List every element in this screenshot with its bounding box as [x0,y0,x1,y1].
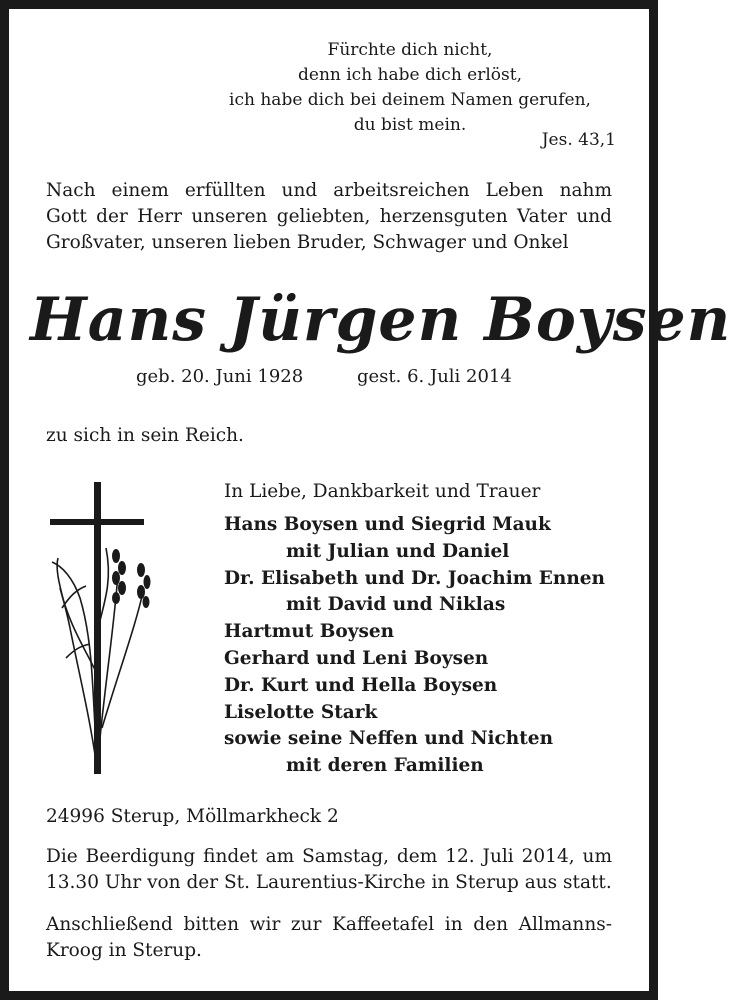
birth-date: geb. 20. Juni 1928 [136,366,304,387]
mourner-line: Dr. Kurt und Hella Boysen [224,674,498,696]
mourner-line: mit David und Niklas [286,594,506,616]
death-date: gest. 6. Juli 2014 [357,366,512,387]
mourner-line: Gerhard und Leni Boysen [224,647,489,669]
mourner-line: sowie seine Neffen und Nichten [224,728,554,750]
intro-text [46,178,612,256]
verse-reference: Jes. 43,1 [541,130,616,150]
family-address: 24996 Sterup, Möllmarkheck 2 [46,806,339,827]
mourners-heading: In Liebe, Dankbarkeit und Trauer [224,481,541,502]
mourner-line: Dr. Elisabeth und Dr. Joachim Ennen [224,567,605,589]
verse-line: du bist mein. [353,115,467,135]
closing-phrase: zu sich in sein Reich. [46,425,244,446]
mourner-line: Hans Boysen und Siegrid Mauk [224,514,551,535]
intro-line: Nach einem erfüllten und arbeitsreichen Leben nahm [46,180,612,201]
mourner-line: mit deren Familien [286,755,484,777]
bible-verse [200,38,620,138]
mourner-line: mit Julian und Daniel [286,540,510,562]
verse-line: ich habe dich bei deinem Namen gerufen, [229,90,591,110]
funeral-notice: Die Beerdigung findet am Samstag, dem 12. Juli 2014, um 13.30 Uhr von der St. Laurentius-Kirche in Sterup aus statt. [46,846,612,893]
mourner-line: Hartmut Boysen [224,621,395,643]
mourners-list [224,512,605,780]
mourner-line: Liselotte Stark [224,701,378,723]
intro-line: Großvater, unseren lieben Bruder, Schwager und Onkel [46,232,569,253]
verse-line: denn ich habe dich erlöst, [298,65,522,85]
coffee-notice: Anschließend bitten wir zur Kaffeetafel in den Allmanns-Kroog in Sterup. [46,914,612,961]
cross-with-wheat-icon [40,478,150,778]
intro-line: Gott der Herr unseren geliebten, herzensguten Vater und [46,206,612,227]
deceased-name: Hans Jürgen Boysen [30,285,731,355]
verse-line: Fürchte dich nicht, [327,40,493,60]
